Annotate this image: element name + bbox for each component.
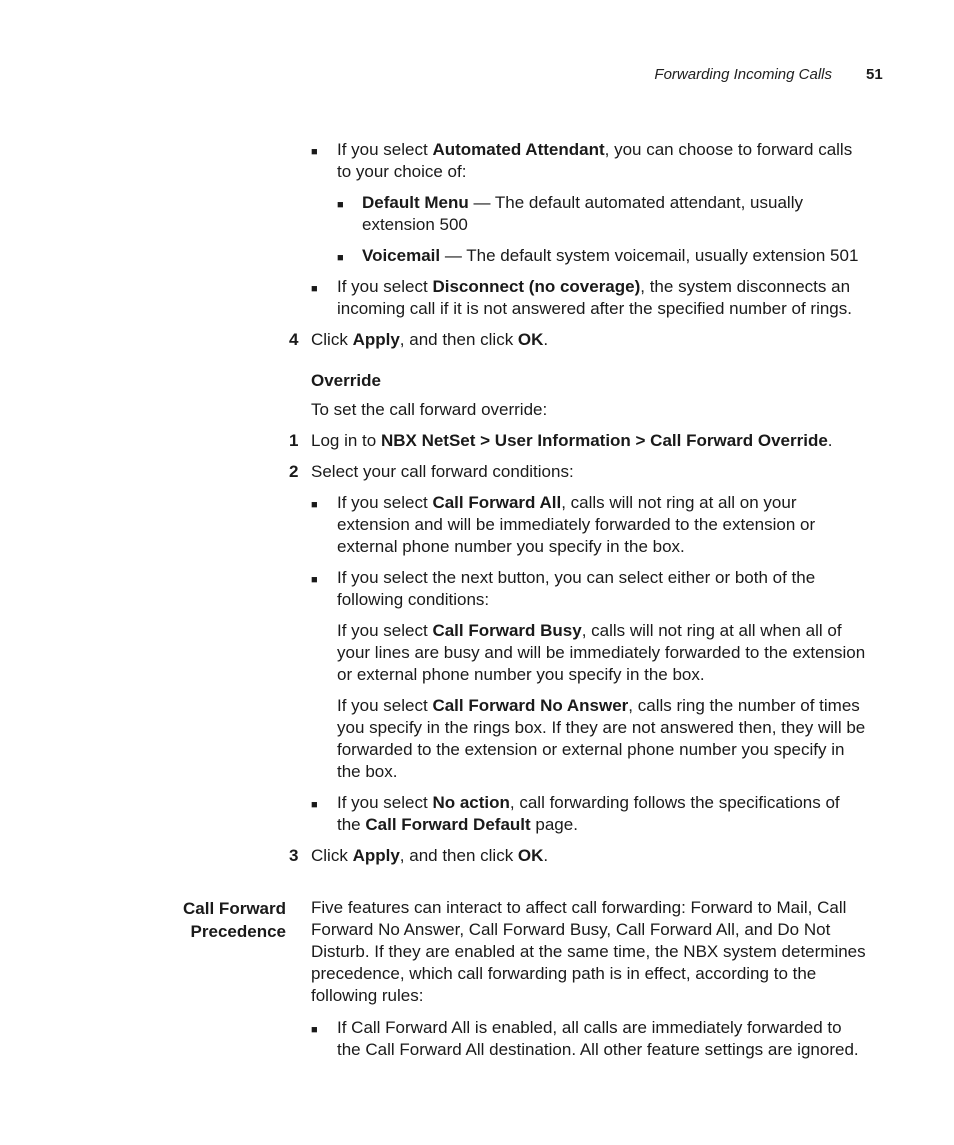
bullet-disconnect: If you select Disconnect (no coverage), the system disconnects an incoming call if it is not answered after the specified number of rings.: [337, 277, 852, 318]
bullet-next-button: If you select the next button, you can select either or both of the following conditions:: [337, 568, 816, 609]
step-number: 4: [289, 330, 299, 349]
bullet: ■: [337, 252, 344, 264]
bullet: ■: [311, 499, 318, 511]
step-3-text: Click Apply, and then click OK.: [311, 846, 549, 865]
page-number: 51: [866, 66, 883, 83]
bullet-rule-call-forward-all: If Call Forward All is enabled, all calls are immediately forwarded to the Call Forward All destination. All other feature settings are ignored.: [337, 1018, 859, 1059]
step-1-text: Log in to NBX NetSet > User Information > Call Forward Override.: [311, 431, 833, 450]
bullet-call-forward-all: If you select Call Forward All, calls will not ring at all on your extension and will be immediately forwarded to the extension or external phone number you specify in the box.: [337, 493, 816, 556]
step-number: 3: [289, 846, 299, 865]
running-header: [0, 66, 954, 88]
bullet: ■: [311, 283, 318, 295]
step-number: 1: [289, 431, 299, 450]
step-4-text: Click Apply, and then click OK.: [311, 330, 549, 349]
step-number: 2: [289, 462, 299, 481]
section-heading-call-forward-precedence: Call Forward Precedence: [183, 899, 286, 941]
bullet-no-action: If you select No action, call forwarding follows the specifications of the Call Forward Default page.: [337, 793, 840, 834]
bullet: ■: [311, 1024, 318, 1036]
bullet: ■: [311, 799, 318, 811]
header-title: Forwarding Incoming Calls: [654, 66, 832, 83]
call-forward-busy-paragraph: If you select Call Forward Busy, calls will not ring at all when all of your lines are busy and will be immediately forwarded to the extension or external phone number you specify in the box.: [337, 621, 866, 684]
bullet-automated-attendant: If you select Automated Attendant, you can choose to forward calls to your choice of:: [337, 140, 853, 181]
bullet: ■: [337, 199, 344, 211]
bullet: ■: [311, 146, 318, 158]
bullet-voicemail: Voicemail — The default system voicemail, usually extension 501: [362, 246, 859, 265]
bullet-default-menu: Default Menu — The default automated attendant, usually extension 500: [362, 193, 803, 234]
override-intro: To set the call forward override:: [311, 400, 548, 419]
step-2-text: Select your call forward conditions:: [311, 462, 574, 481]
precedence-paragraph: Five features can interact to affect call forwarding: Forward to Mail, Call Forward No Answer, Call Forward Busy, Call Forward All, and Do Not Disturb. If they are enabled at the same time, the NBX system determines precedence, which call forwarding path is in effect, according to the following rules:: [311, 898, 866, 1005]
call-forward-no-answer-paragraph: If you select Call Forward No Answer, calls ring the number of times you specify in the rings box. If they are not answered then, they will be forwarded to the extension or external phone number you specify in the box.: [337, 696, 866, 781]
override-heading: Override: [311, 371, 381, 390]
bullet: ■: [311, 574, 318, 586]
